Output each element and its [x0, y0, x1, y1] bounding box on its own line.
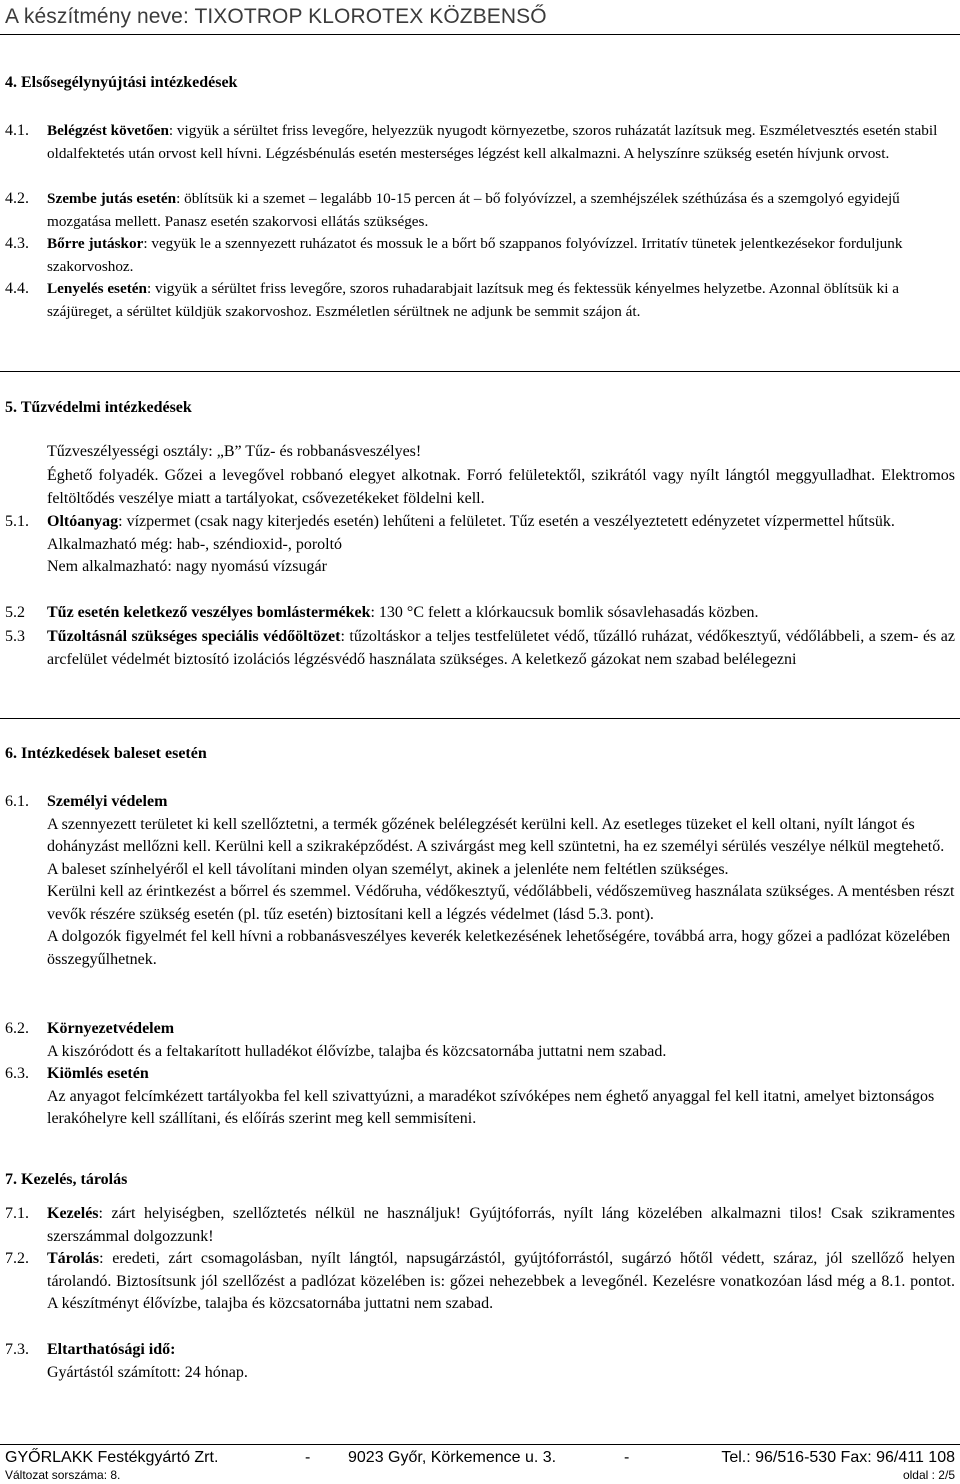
item-text: [47, 1339, 955, 1384]
item-text: [47, 1203, 955, 1248]
item-label: Tárolás: [47, 1250, 100, 1267]
flammability-body: Éghető folyadék. Gőzei a levegővel robbanó elegyet alkotnak. Forró felületektől, szikrától vagy nyílt lángtól meggyulladhat. Elektromos feltöltődés veszélye miatt a tartályokat, csővezetékeket földelni kell.: [47, 467, 955, 507]
item-number: 5.3: [5, 628, 25, 645]
item-label: Belégzést követően: [47, 122, 169, 139]
item-number: 5.2: [5, 604, 25, 621]
header-divider: [0, 34, 960, 35]
item-label: Bőrre jutáskor: [47, 235, 144, 252]
item-label: Tűz esetén keletkező veszélyes bomlástermékek: [47, 604, 371, 621]
item-text: [47, 188, 955, 233]
item-text: [47, 626, 955, 671]
footer-separator: -: [305, 1449, 311, 1466]
item-number: 6.3.: [5, 1065, 29, 1082]
item-number: 4.3.: [5, 235, 29, 252]
section-divider: [0, 371, 960, 372]
footer-separator: -: [624, 1449, 630, 1466]
item-text: [47, 120, 955, 165]
item-paragraph: Kerülni kell az érintkezést a bőrrel és szemmel. Védőruha, védőkesztyű, védőlábbeli, védőszemüveg használata szükséges. A mentésben részt vevők részére szükség esetén (pl. tűz esetén) biztosítani kell a légzés védelmet (lásd 5.3. pont).: [47, 883, 955, 923]
footer-version: Változat sorszáma: 8.: [5, 1468, 121, 1482]
item-number: 7.3.: [5, 1341, 29, 1358]
item-number: 6.2.: [5, 1020, 29, 1037]
item-text: [47, 1018, 955, 1063]
item-label: Oltóanyag: [47, 513, 119, 530]
item-number: 4.2.: [5, 190, 29, 207]
item-text: [47, 1248, 955, 1316]
footer-address: 9023 Győr, Körkemence u. 3.: [348, 1449, 557, 1466]
footer-page-number: oldal : 2/5: [902, 1468, 955, 1482]
item-text: [47, 1063, 955, 1131]
item-text: [47, 602, 955, 625]
item-text: [47, 511, 955, 579]
item-body: : zárt helyiségben, szellőztetés nélkül ne használjuk! Gyújtóforrás, nyílt láng közelében alkalmazni tilos! Csak szikramentes szerszámmal dolgozzunk!: [47, 1205, 955, 1245]
item-body: : vigyük a sérültet friss levegőre, szoros ruhadarabjait lazítsuk meg és fektessük kényelmes helyzetbe. Azonnal öblítsük ki a szájüreget, a sérültet küldjük szakorvoshoz. Eszméletlen sérültnek ne adjunk be semmit szájon át.: [47, 280, 899, 320]
document-title: A készítmény neve: TIXOTROP KLOROTEX KÖZBENSŐ: [5, 5, 547, 28]
section-5-heading: 5. Tűzvédelmi intézkedések: [5, 399, 192, 416]
item-body: : eredeti, zárt csomagolásban, nyílt lángtól, napsugárzástól, gyújtóforrástól, sugárzó hőtől védett, száraz, jól szellőző helyen tárolandó. Biztosítsunk jól szellőzést a padlózat közelében is: gőzei nehezebbek a levegőnél. Kezelésre vonatkozóan lásd még a 8.1. pontot. A készítményt élővízbe, talajba és közcsatornába juttatni nem szabad.: [47, 1250, 955, 1312]
fire-class-line: Tűzveszélyességi osztály: „B” Tűz- és robbanásveszélyes!: [47, 443, 422, 460]
item-number: 7.1.: [5, 1205, 29, 1222]
item-label: Környezetvédelem: [47, 1020, 175, 1037]
item-label: Lenyelés esetén: [47, 280, 147, 297]
section-4-heading: 4. Elsősegélynyújtási intézkedések: [5, 74, 238, 91]
item-text: [47, 233, 955, 278]
item-body: : vegyük le a szennyezett ruházatot és mossuk le a bőrt bő szappanos folyóvízzel. Irritatív tünetek jelentkezésekor forduljunk szakorvoshoz.: [47, 235, 903, 275]
item-paragraph: A kiszóródott és a feltakarított hulladékot élővízbe, talajba és közcsatornába juttatni nem szabad.: [47, 1042, 667, 1060]
item-label: Kiömlés esetén: [47, 1065, 149, 1082]
item-label: Tűzoltásnál szükséges speciális védőöltözet: [47, 628, 341, 645]
footer-divider: [0, 1444, 960, 1445]
section-7-heading: 7. Kezelés, tárolás: [5, 1171, 128, 1188]
item-body: : vigyük a sérültet friss levegőre, helyezzük nyugodt környezetbe, szoros ruházatát lazítsuk meg. Eszméletvesztés esetén stabil oldalfektetés után orvost kell hívni. Légzésbénulás esetén mesterséges légzést kell alkalmazni. A helyszínre szükség esetén hívjunk orvost.: [47, 122, 938, 162]
item-text: [47, 791, 955, 971]
item-label: Szembe jutás esetén: [47, 190, 177, 207]
item-label: Eltarthatósági idő:: [47, 1341, 176, 1358]
footer-phone: Tel.: 96/516-530 Fax: 96/411 108: [721, 1449, 955, 1466]
item-body: : öblítsük ki a szemet – legalább 10-15 percen át – bő folyóvízzel, a szemhéjszélek széthúzása és a szemgolyó egyidejű mozgatása mellett. Panasz esetén szakorvosi ellátás szükséges.: [47, 190, 900, 230]
item-line: Alkalmazható még: hab-, széndioxid-, poroltó: [47, 535, 343, 553]
item-body: : 130 °C felett a klórkaucsuk bomlik sósavlehasadás közben.: [370, 604, 759, 621]
item-body: : vízpermet (csak nagy kiterjedés esetén) lehűteni a felületet. Tűz esetén a veszélyeztetett edényzetet vízpermettel hűtsük.: [118, 513, 895, 530]
item-body: : tűzoltáskor a teljes testfelületet védő, tűzálló ruházat, védőkesztyű, védőlábbeli, a szem- és az arcfelület védelmét biztosító izolációs légzésvédő használata szükséges. A keletkező gázokat nem szabad belélegezni: [47, 628, 955, 668]
item-paragraph: A dolgozók figyelmét fel kell hívni a robbanásveszélyes keverék keletkezésének lehetőségére, továbbá arra, hogy gőzei a padlózat közelében összegyűlhetnek.: [47, 928, 951, 968]
item-line: Nem alkalmazható: nagy nyomású vízsugár: [47, 558, 327, 575]
section-divider: [0, 718, 960, 719]
item-paragraph: Gyártástól számított: 24 hónap.: [47, 1363, 248, 1381]
item-number: 7.2.: [5, 1250, 29, 1267]
item-number: 4.1.: [5, 122, 29, 139]
item-label: Személyi védelem: [47, 793, 168, 810]
item-paragraph: A szennyezett területet ki kell szellőztetni, a termék gőzének belélegzését kerülni kell. Az esetleges tüzeket el kell oltani, nyílt lángot és dohányzást mellőzni kell. Kerülni kell a szikraképződést. A szivárgást meg kell szüntetni, ha ez személyi sérülés veszélye nélkül megtehető. A baleset színhelyéről el kell távolítani minden olyan személyt, akinek a jelenléte nem feltétlen szükséges.: [47, 815, 945, 878]
item-paragraph: Az anyagot felcímkézett tartályokba fel kell szivattyúzni, a maradékot szívóképes nem éghető anyaggal fel kell itatni, amelyet biztonságos lerakóhelyre kell szállítani, és előírás szerint meg kell semmisíteni.: [47, 1087, 935, 1127]
section-6-heading: 6. Intézkedések baleset esetén: [5, 745, 207, 762]
item-number: 5.1.: [5, 513, 29, 530]
page-header: [0, 0, 960, 40]
item-label: Kezelés: [47, 1205, 99, 1222]
page-footer: [0, 1444, 960, 1484]
footer-company: GYŐRLAKK Festékgyártó Zrt.: [5, 1449, 219, 1466]
item-text: [47, 278, 955, 323]
item-number: 6.1.: [5, 793, 29, 810]
item-number: 4.4.: [5, 280, 29, 297]
